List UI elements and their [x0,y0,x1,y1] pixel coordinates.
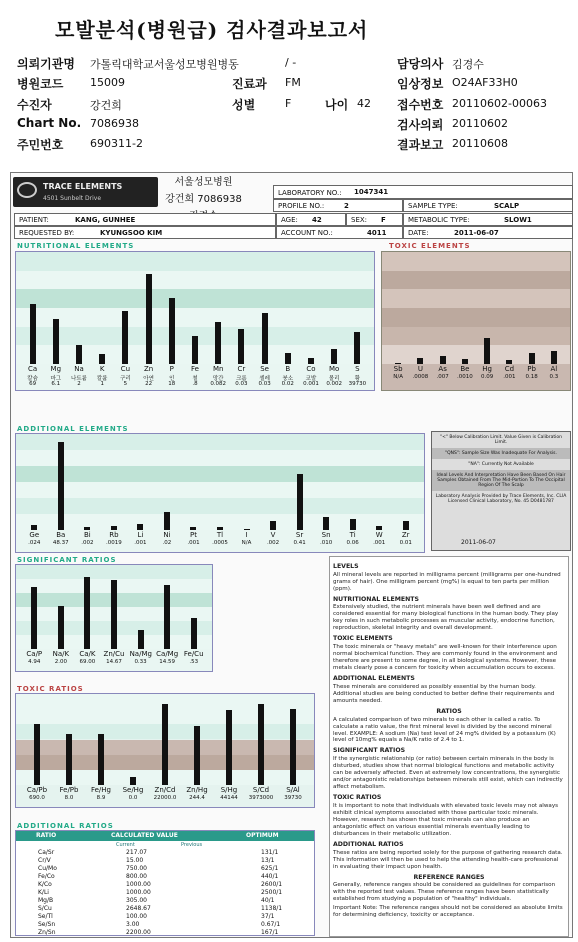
value-ba: 48.37 [52,540,69,546]
bar-ba [58,442,64,530]
bar-cu [122,311,128,364]
label-s-cd: S/Cd [252,786,270,794]
profile-no: 2 [344,202,349,210]
label-department: 진료과 [232,77,267,91]
kr-label: 크롬 [236,376,247,382]
clinical-info: O24AF33H0 [452,76,518,89]
label-requesting-org: 의뢰기관명 [17,57,75,71]
profile-box: PROFILE NO.: 2 [273,199,403,212]
department: FM [285,76,301,89]
bar-fe-cu [191,618,197,649]
value-fe-pb: 8.0 [64,795,74,801]
bar-mg [53,319,59,364]
value-be: .0010 [457,374,473,380]
label-mo: Mo [329,365,340,373]
lab-number-box: LABORATORY NO.: 1047341 [273,185,573,199]
label-pb: Pb [527,365,536,373]
bar-pt [190,527,196,530]
value-zn-hg: 244.4 [189,795,205,801]
label-test-request: 검사의뢰 [397,118,444,132]
legend-a: "<" Below Calibration Limit. Value Given is Calibration Limit. [440,435,562,445]
label-ni: Ni [163,531,171,539]
bar-li [137,524,143,530]
bar-ti [350,519,356,530]
label-zn-cd: Zn/Cd [154,786,176,794]
bar-se [262,313,268,364]
kr-label: 칼슘 [27,376,38,382]
label-sn: Sn [321,531,331,539]
label-li: Li [137,531,144,539]
bar-sr [297,474,303,530]
bar-fe-hg [98,734,104,785]
label-b: B [285,365,291,373]
value-sb: N/A [393,374,403,380]
bar-se-hg [130,777,136,786]
label-se-hg: Se/Hg [122,786,144,794]
addr-title: ADDITIONAL RATIOS [17,822,114,830]
chart-band [16,271,374,290]
kr-label: 몰리 [328,376,340,382]
kr-label: 구리 [120,376,131,382]
sex-en: F [381,216,386,224]
chart-band [382,271,570,290]
patient-en: KANG, GUNHEE [75,216,136,224]
bar-k [99,354,105,364]
value-cr: 0.03 [235,381,248,387]
label-ca-mg: Ca/Mg [156,650,179,658]
label-hospital-code: 병원코드 [17,77,64,91]
label-s-hg: S/Hg [220,786,238,794]
bar-v [270,521,276,530]
value-al: 0.3 [549,374,559,380]
label-s-al: S/Al [286,786,300,794]
value-hg: 0.09 [481,374,494,380]
bar-zn-cu [111,580,117,649]
value-na-k: 2.00 [54,659,67,665]
lab-name: TRACE ELEMENTS [43,182,123,191]
bar-ni [164,512,170,530]
value-mg: 6.1 [51,381,61,387]
value-u: .0008 [412,374,429,380]
age-box: AGE: 42 [276,213,346,226]
bar-bi [84,527,90,530]
value-zn-cd: 22000.0 [153,795,177,801]
label-fe-pb: Fe/Pb [59,786,79,794]
label-sex: 성별 [232,98,256,112]
value-tl: .0005 [212,540,228,546]
label-resident-no: 주민번호 [17,138,64,152]
value-rb: .0019 [105,540,122,546]
lab-address: 4501 Sunbelt Drive [43,195,102,202]
value-cu: 5 [123,381,128,387]
label-na-k: Na/K [52,650,70,658]
bar-sn [323,517,329,531]
kr-label: 인 [169,376,175,382]
chart-band [16,565,212,579]
explanation-text: LEVELS All mineral levels are reported in milligrams percent (milligrams per one-hundred grams of hair). One milligram percent (mg%) is equal to ten parts per million (ppm). NUTRITIONAL ELEMENTS Extensively studied, the nutrient minerals have been well defined and are considered essential for many biological functions in the human body. They play key roles in such metabolic processes as muscular activity, endocrine function, reproduction, skeletal integrity and overall development. TOXIC ELEMENTS The toxic minerals or "heavy metals" are well-known for their interference upon normal biochemical function. They are commonly found in the environment and therefore are present to some degree, in all biological systems. However, these metals clearly pose a concern for toxicity when accumulation occurs to excess. ADDITIONAL ELEMENTS These minerals are considered as possibly essential by the human body. Additional studies are being conducted to better define their requirements and amounts needed. RATIOS A calculated comparison of two minerals to each other is called a ratio. To calculate a ratio value, the first mineral level is divided by the second mineral level. EXAMPLE: A sodium (Na) test level of 24 mg% divided by a potassium (K) level of 10mg% equals a Na/K ratio of 2.4 to 1. SIGNIFICANT RATIOS If the synergistic relationship (or ratio) between certain minerals in the body is disturbed, studies show that normal biological functions and metabolic activity can be adversely affected. Even at extremely low concentrations, the synergistic and/or antagonistic relationships between minerals still exist, which can indirectly affect metabolism. TOXIC RATIOS It is important to note that individuals with elevated toxic levels may not always exhibit clinical symptoms associated with those particular toxic minerals. However, research has shown that toxic minerals can also produce an antagonistic effect on various essential minerals eventually leading to disturbances in their metabolic utilization. ADDITIONAL RATIOS These ratios are being reported solely for the purpose of gathering research data. This information will then be used to help the attending health-care professional in evaluating their impact upon health. REFERENCE RANGES Generally, reference ranges should be considered as guidelines for comparison with the reported test values. These reference ranges have been statistically established from studying a population of "healthy" individuals. Important Note: The reference ranges should not be considered as absolute limits for determining deficiency, toxicity or acceptance. [329,556,569,937]
bar-zn [146,274,152,364]
bar-ca-p [31,587,37,649]
value-na-mg: 0.33 [134,659,147,665]
sample-type: SCALP [494,202,520,210]
label-chart-no: Chart No. [17,116,82,130]
bar-s-hg [226,710,232,785]
value-cd: .001 [503,374,516,380]
label-rb: Rb [109,531,119,539]
label-patient: 수진자 [17,98,52,112]
bar-na-k [58,606,64,649]
chart-band [16,466,424,482]
label-co: Co [306,365,316,373]
kr-label: 붕소 [282,376,294,382]
bar-fe-pb [66,734,72,785]
lab-logo [13,177,158,207]
label-ba: Ba [56,531,66,539]
legend-box [431,431,571,551]
bar-zn-hg [194,726,200,786]
value-fe-cu: .53 [189,659,199,665]
stamp-patient: 강건희 7086938 [165,194,242,205]
chart-band [382,289,570,308]
bar-cd [506,360,512,364]
label-u: U [417,365,423,373]
nutritional-chart [15,251,375,391]
label-cr: Cr [237,365,246,373]
value-fe-hg: 8.9 [96,795,106,801]
value-se: 0.03 [258,381,271,387]
patient-box: PATIENT: KANG, GUNHEE [14,213,276,226]
label-al: Al [550,365,558,373]
label-fe-cu: Fe/Cu [183,650,204,658]
toxr-title: TOXIC RATIOS [17,685,84,693]
bar-ca-pb [34,724,40,785]
chart-band [16,289,374,308]
chart-band [16,308,374,327]
kr-label: 철 [192,376,198,382]
value-s-al: 39730 [284,795,302,801]
value-ca-mg: 14.59 [159,659,176,665]
kr-label: 황 [354,376,361,382]
metabolic-type: SLOW1 [504,216,532,224]
value-v: .002 [266,540,280,546]
label-cu: Cu [120,365,131,373]
sex-box: SEX: F [346,213,403,226]
value-ni: .02 [162,540,172,546]
account-box: ACCOUNT NO.: 4011 [276,226,403,239]
value-na: 2 [77,381,81,387]
doctor: 김경수 [452,58,484,71]
bar-fe [192,336,198,364]
bar-ca [30,304,36,364]
bar-zr [403,521,409,530]
significant-ratios-chart [15,564,213,672]
chart-no: 7086938 [90,117,139,130]
chart-band [16,482,424,498]
bar-w [376,526,382,531]
report-sheet [10,172,573,938]
label-age: 나이 [325,98,349,112]
value-i: N/A [241,540,252,546]
age: 42 [357,97,371,110]
label-sr: Sr [295,531,304,539]
label-s: S [355,365,360,373]
additional-title: ADDITIONAL ELEMENTS [17,425,129,433]
value-zn-cu: 14.67 [106,659,122,665]
hospital-code: 15009 [90,76,125,89]
lab-number: 1047341 [354,188,389,196]
label-be: Be [460,365,470,373]
value-mo: 0.002 [326,381,343,387]
label-ge: Ge [29,531,40,539]
label-p: P [169,365,174,373]
kr-label: 나트륨 [71,376,87,382]
sex: F [285,97,292,110]
bar-p [169,298,175,364]
value-ca-k: 69.00 [79,659,96,665]
bar-b [285,353,291,364]
chart-band [16,434,424,450]
label-sb: Sb [393,365,403,373]
label-ca-pb: Ca/Pb [26,786,48,794]
toxic-chart [381,251,571,391]
value-s-hg: 44144 [220,795,238,801]
bar-ca-k [84,577,90,649]
label-zr: Zr [401,531,410,539]
value-b: 0.02 [281,381,294,387]
bar-na [76,345,82,364]
label-pt: Pt [189,531,197,539]
label-fe-hg: Fe/Hg [90,786,111,794]
bar-zn-cd [162,704,168,785]
sample-type-box: SAMPLE TYPE: SCALP [403,199,573,212]
receipt-no: 20110602-00063 [452,97,547,110]
value-p: 18 [168,381,176,387]
bar-hg [484,338,490,365]
chart-band [16,252,374,271]
bar-mo [331,349,337,364]
value-ge: .024 [28,540,41,546]
bar-rb [111,526,117,531]
bar-sb [395,363,401,364]
kr-label: 코발 [305,376,317,382]
age-en: 42 [312,216,322,224]
value-sr: 0.41 [293,540,306,546]
label-zn-cu: Zn/Cu [103,650,125,658]
bar-cr [238,329,244,364]
resident-no: 690311-2 [90,137,143,150]
requesting-org: 가톨릭대학교서울성모병원병동 [90,58,239,71]
label-k: K [99,365,105,373]
value-mn: 0.082 [210,381,227,387]
label-na: Na [74,365,84,373]
label-i: I [245,531,248,539]
label-v: V [270,531,276,539]
chart-band [382,252,570,271]
addr-header: RATIO CALCULATED VALUE OPTIMUM [16,831,314,841]
value-as: .007 [436,374,449,380]
label-cd: Cd [504,365,515,373]
bar-u [417,358,423,364]
kr-label: 망간 [212,376,224,382]
date-box: DATE: 2011-06-07 [403,226,573,239]
label-se: Se [260,365,269,373]
sig-title: SIGNIFICANT RATIOS [17,556,117,564]
legend-e: Laboratory Analysis Provided by Trace Elements, Inc. CLIA Licensed Clinical Laboratory, No. 45 D0481787 [435,494,567,504]
stamp-hospital: 서울성모병원 [174,177,233,188]
additional-ratios-table: RATIO CALCULATED VALUE OPTIMUM Current Previous Ca/Sr 217.07 131/1 Cr/V 15.00 13/1 Cu/Mo 750.00 625/1 Fe/Co 800.00 440/1 K/Co 1000.00 2600/1 K/Li 1000.00 2500/1 Mg/B 305.00 40/1 S/Cu 2648.67 1138/1 Se/Tl 100.00 37/1 Se/Sn 3.00 0.67/1 Zn/Sn 2200.00 167/1 [15,830,315,936]
label-zn-hg: Zn/Hg [186,786,208,794]
value-sn: .010 [320,540,333,546]
toxic-title: TOXIC ELEMENTS [389,242,471,250]
value-ti: 0.06 [346,540,359,546]
label-bi: Bi [83,531,91,539]
test-request-date: 20110602 [452,117,508,130]
value-s-cd: 3973000 [248,795,274,801]
bar-s-al [290,709,296,786]
value-ca-p: 4.94 [28,659,41,665]
metabolic-box: METABOLIC TYPE: SLOW1 [403,213,573,226]
kr-label: 마그 [50,376,62,382]
chart-band [16,450,424,466]
bar-s-cd [258,704,264,785]
label-ca-p: Ca/P [26,650,43,658]
value-zn: 22 [145,381,153,387]
legend-b: "QNS": Sample Size Was Inadequate For Analysis. [432,448,570,459]
kr-label: 셀레 [259,376,270,382]
label-as: As [438,365,447,373]
label-mg: Mg [50,365,62,373]
report-date: 2011-06-07 [454,229,499,237]
value-bi: .002 [81,540,94,546]
label-ti: Ti [349,531,356,539]
label-fe: Fe [191,365,199,373]
bar-be [462,359,468,364]
bar-i [244,529,250,530]
result-report-date: 20110608 [452,137,508,150]
chart-band [382,345,570,364]
bar-ca-mg [164,585,170,649]
legend-d: Ideal Levels And Interpretation Have Been Based On Hair Samples Obtained From The Mid-Portion To The Occipital Region Of The Scalp [432,470,570,491]
value-s: 39730 [348,381,367,387]
requested-box: REQUESTED BY: KYUNGSOO KIM [14,226,276,239]
bar-al [551,351,557,364]
bar-co [308,358,314,364]
bar-s [354,332,360,364]
chart-band [382,308,570,327]
legend-c: "NA": Currently Not Available [468,462,534,467]
bar-mn [215,322,221,364]
label-receipt-no: 접수번호 [397,98,444,112]
nutritional-title: NUTRITIONAL ELEMENTS [17,242,135,250]
value-ca-pb: 690.0 [29,795,45,801]
label-ca-k: Ca/K [79,650,96,658]
toxic-ratios-chart [15,693,315,808]
value-pb: 0.18 [525,374,538,380]
account-no: 4011 [367,229,387,237]
label-hg: Hg [482,365,492,373]
legend-date: 2011-06-07 [461,539,496,546]
label-mn: Mn [212,365,224,373]
value-pt: .001 [187,540,200,546]
label-w: W [375,531,383,539]
value-w: .001 [373,540,386,546]
patient-name: 강건희 [90,99,122,112]
value-zr: 0.01 [399,540,412,546]
label-tl: Tl [216,531,224,539]
kr-label: 아연 [143,376,154,382]
value-li: .001 [134,540,147,546]
value-co: 0.001 [303,381,319,387]
requested-by: KYUNGSOO KIM [100,229,163,237]
bar-pb [529,353,535,364]
label-ca: Ca [28,365,38,373]
label-clinical-info: 임상정보 [397,77,444,91]
bar-ge [31,525,37,530]
value-se-hg: 0.0 [128,795,138,801]
bar-na-mg [138,630,144,650]
label-doctor: 담당의사 [397,57,444,71]
report-title: 모발분석(병원급) 검사결과보고서 [55,18,369,42]
bar-tl [217,527,223,530]
chart-band [382,327,570,346]
ward: / - [285,56,297,69]
label-zn: Zn [143,365,154,373]
additional-chart [15,433,425,553]
value-k: 1 [100,381,104,387]
label-result-report: 결과보고 [397,138,444,152]
bar-as [440,356,446,364]
value-fe: .8 [192,381,198,387]
chart-band [16,498,424,514]
value-ca: 69 [29,381,37,387]
label-na-mg: Na/Mg [129,650,152,658]
kr-label: 칼륨 [96,376,108,382]
